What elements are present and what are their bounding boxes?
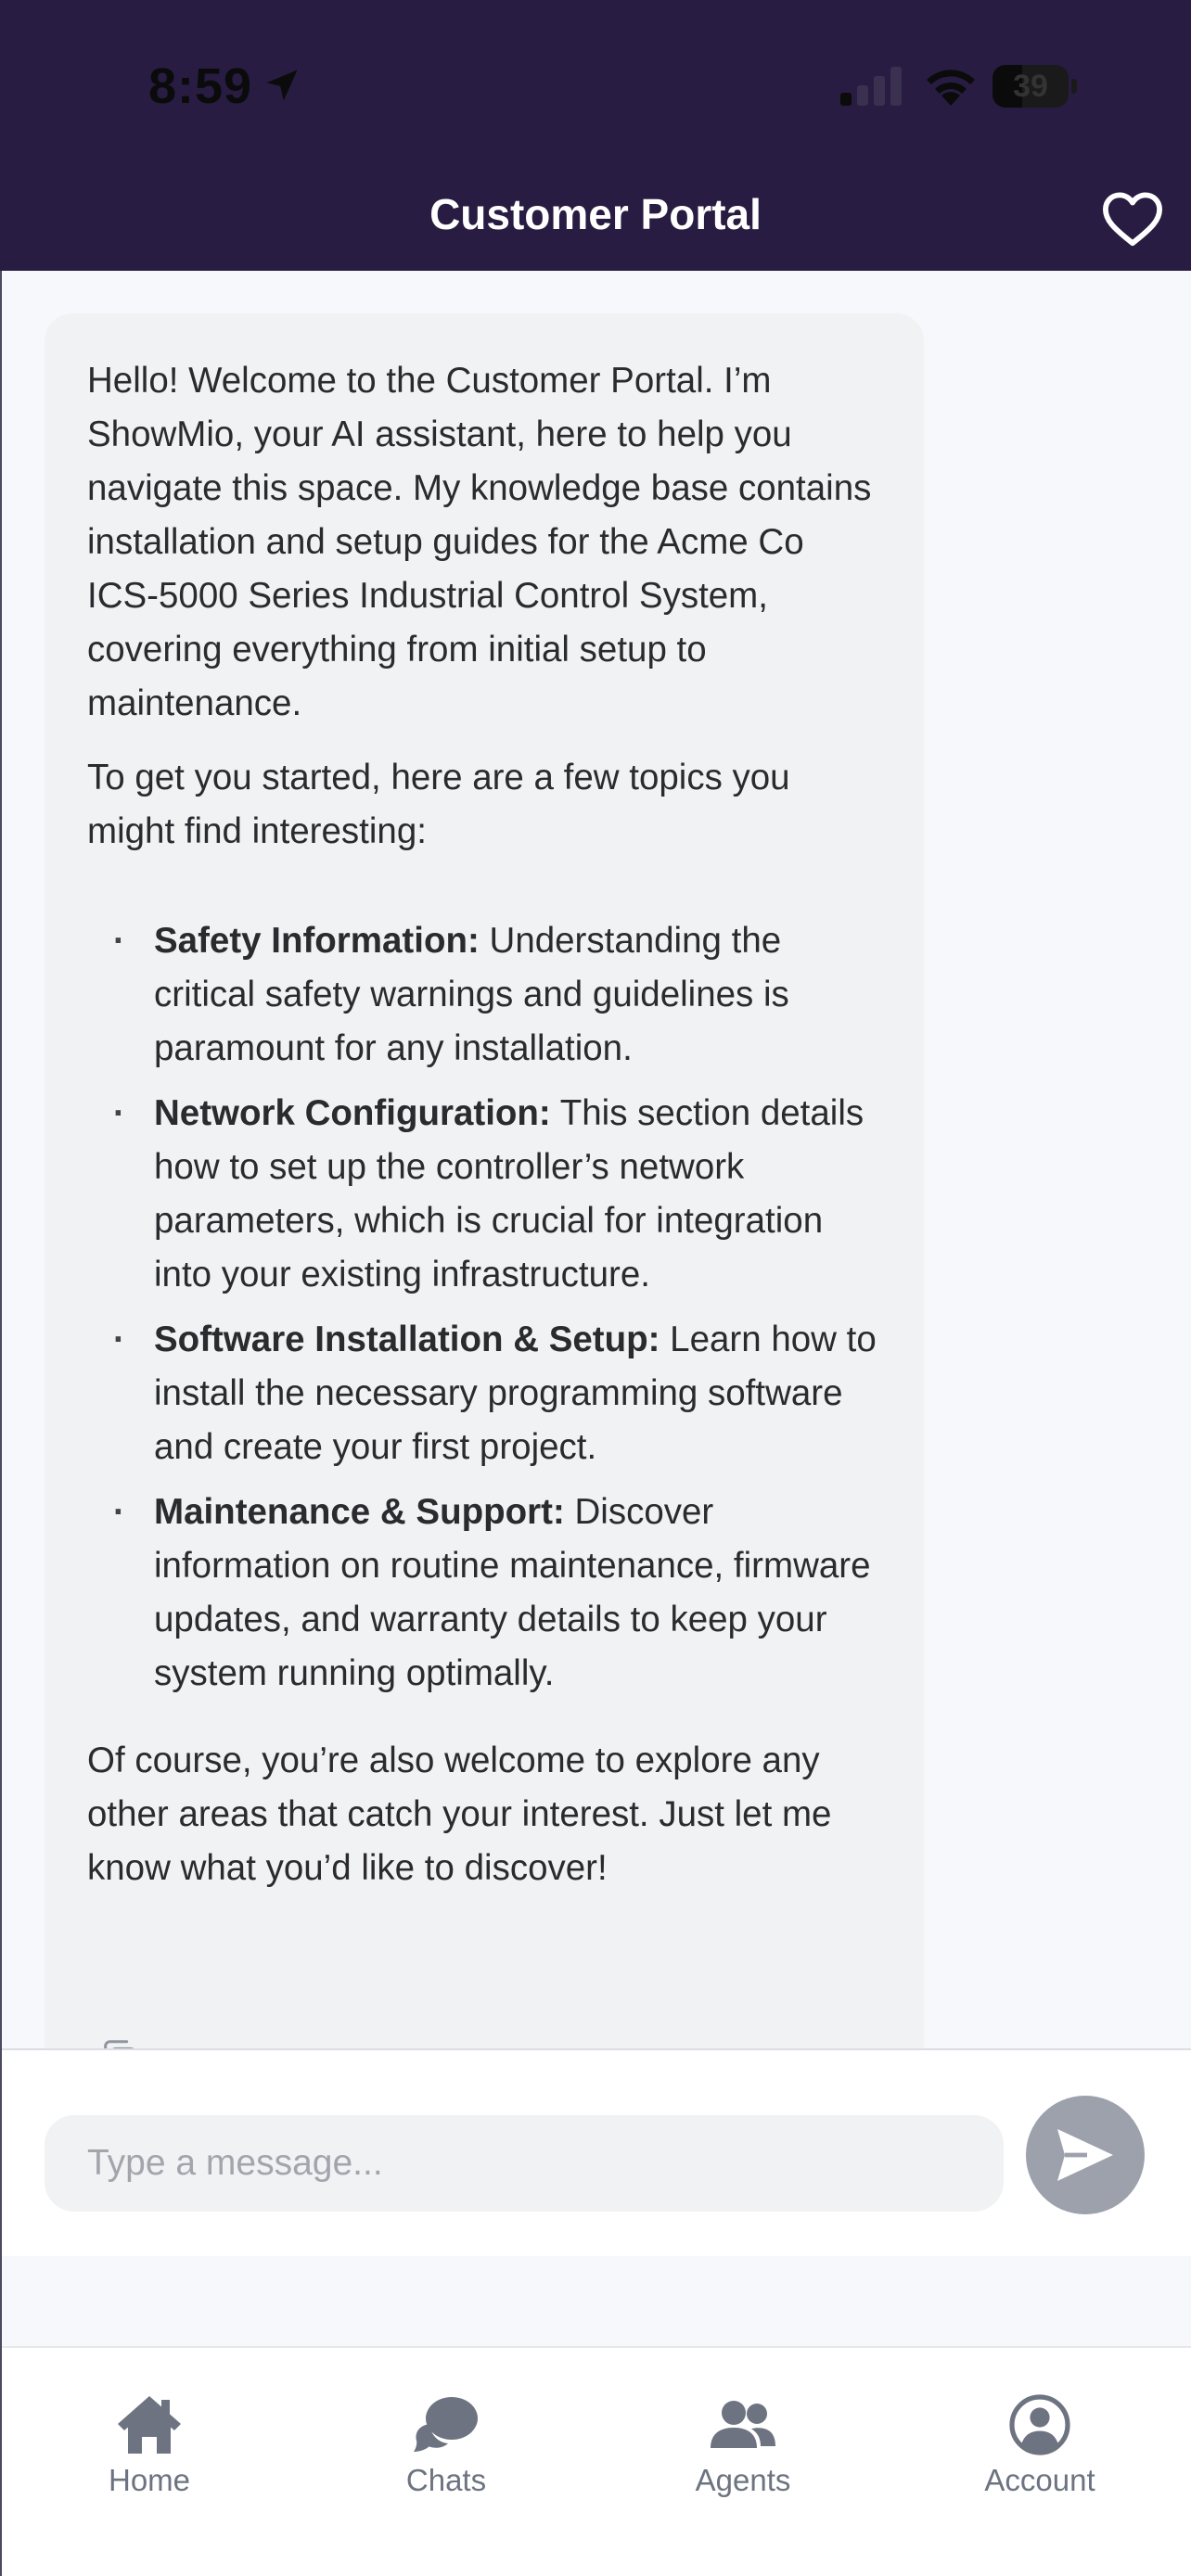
list-item <box>87 914 881 1076</box>
message-composer <box>0 2048 1191 2256</box>
topic-text: This section details how to set up the controller’s network parameters, which is crucial for integration into your existing infrastructure. <box>154 1093 864 1294</box>
send-icon <box>1056 2127 1115 2183</box>
account-icon <box>1006 2394 1073 2455</box>
topic-title: Safety Information: <box>154 921 480 961</box>
tab-agents[interactable] <box>641 2394 845 2515</box>
list-item <box>87 1087 881 1302</box>
tab-label: Account <box>984 2463 1095 2497</box>
agents-icon <box>710 2394 776 2455</box>
chat-messages[interactable] <box>0 271 1191 2048</box>
bottom-tab-bar <box>0 2346 1191 2576</box>
topic-list <box>87 914 881 1701</box>
chat-bubbles-icon <box>413 2394 480 2455</box>
page-title: Customer Portal <box>429 190 762 238</box>
list-item <box>87 1486 881 1701</box>
topic-title: Software Installation & Setup: <box>154 1320 660 1359</box>
message-closing: Of course, you’re also welcome to explore any other areas that catch your interest. Just let me know what you’d like to discover! <box>87 1741 832 1888</box>
tab-label: Chats <box>405 2463 487 2497</box>
assistant-message-bubble <box>45 313 924 2048</box>
send-button[interactable] <box>1026 2096 1145 2214</box>
topic-title: Network Configuration: <box>154 1093 551 1133</box>
topic-text: Discover information on routine maintenance, firmware updates, and warranty details to keep your system running optimally. <box>154 1492 871 1693</box>
topic-text: Learn how to install the necessary programming software and create your first project. <box>154 1320 877 1467</box>
wifi-icon <box>922 65 980 108</box>
status-time: 8:59 <box>148 58 253 114</box>
copy-icon[interactable] <box>98 2036 141 2048</box>
tab-label: Agents <box>695 2463 791 2497</box>
tab-account[interactable] <box>938 2394 1142 2515</box>
tab-label: Home <box>108 2463 191 2497</box>
battery-level: 39 <box>1013 69 1048 104</box>
message-intro: Hello! Welcome to the Customer Portal. I’m ShowMio, your AI assistant, here to help you navigate this space. My knowledge base contains installation and setup guides for the Acme Co ICS-5000 Series Industrial Control System, covering everything from initial setup to maintenance. <box>87 361 872 723</box>
location-arrow-icon <box>262 65 302 106</box>
list-item <box>87 1313 881 1474</box>
topic-text: Understanding the critical safety warnings and guidelines is paramount for any installation. <box>154 921 789 1068</box>
tab-home[interactable] <box>47 2394 251 2515</box>
cellular-signal-icon <box>840 67 905 106</box>
message-lead-in: To get you started, here are a few topics you might find interesting: <box>87 758 790 851</box>
content-spacer <box>0 2256 1191 2349</box>
heart-outline-icon[interactable] <box>1100 189 1165 249</box>
battery-indicator <box>992 65 1078 108</box>
app-header <box>0 0 1191 271</box>
message-input[interactable] <box>45 2115 1004 2212</box>
tab-chats[interactable] <box>344 2394 548 2515</box>
home-icon <box>116 2394 183 2455</box>
status-bar <box>0 0 1191 176</box>
window-edge <box>0 271 2 2576</box>
topic-title: Maintenance & Support: <box>154 1492 565 1532</box>
